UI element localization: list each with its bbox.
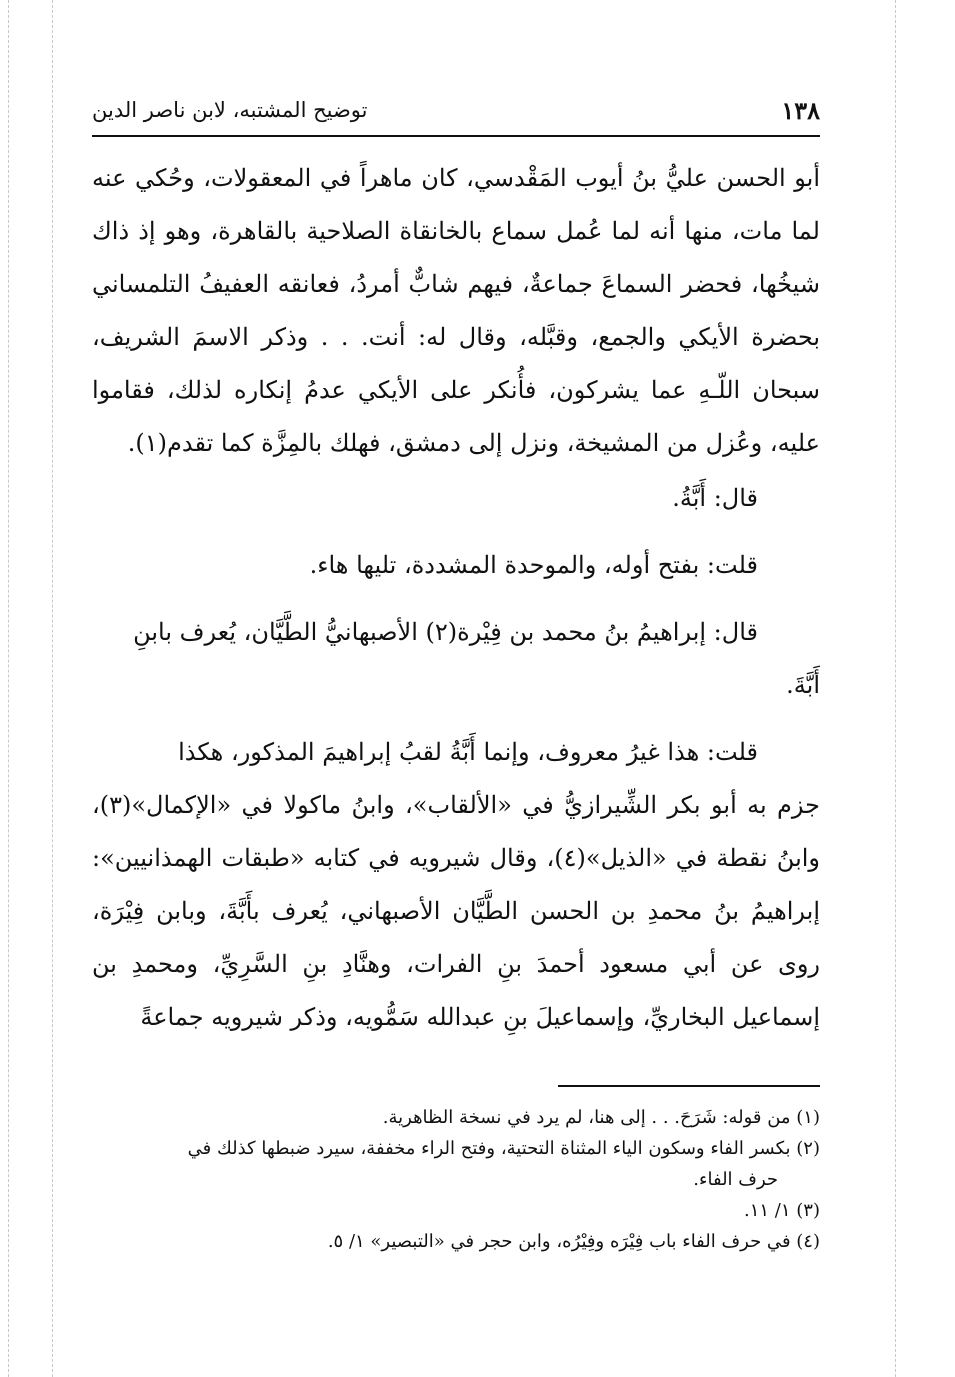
text-line: لما مات، منها أنه لما عُمل سماع بالخانقاة الصلاحية بالقاهرة، bbox=[210, 217, 820, 245]
text-line: إسماعيل البخاريِّ، وإسماعيلَ بنِ عبدالله سَمُّويه، وذكر شيرويه جماعةً bbox=[140, 1003, 820, 1031]
footnote-2-continuation: حرف الفاء. bbox=[693, 1169, 778, 1190]
footnote-4: (٤) في حرف الفاء باب فِيْرَه وفِيْرُه، وابن حجر في «التبصير» ١/ ٥. bbox=[327, 1231, 820, 1252]
text-line: قلت: هذا غيرُ معروف، وإنما أَبَّةُ لقبُ إبراهيمَ المذكور، هكذا bbox=[178, 738, 758, 766]
page-header bbox=[92, 92, 820, 132]
footnote-3: (٣) ١/ ١١. bbox=[744, 1200, 820, 1221]
text-line: العفيفُ التلمساني بحضرة الأيكي والجمع، وقبَّله، وقال له: أنت. . . bbox=[92, 270, 821, 351]
footnote-rule bbox=[558, 1085, 820, 1087]
paragraph-qala-continuation bbox=[92, 659, 820, 712]
paragraph-qultu bbox=[92, 726, 820, 779]
footnote-1: (١) من قوله: شَرَحَ. . . إلى هنا، لم يرد في نسخة الظاهرية. bbox=[382, 1107, 820, 1128]
text-line: فهلك بالمِزَّة كما تقدم(١). bbox=[127, 429, 381, 457]
text-line: روى عن أبي مسعود أحمدَ بنِ الفرات، وهنَّادِ بنِ السَّرِيِّ، ومحمدِ بن bbox=[92, 950, 820, 978]
header-rule bbox=[92, 135, 820, 137]
page-number: ١٣٨ bbox=[781, 96, 820, 125]
scan-edge-line bbox=[895, 0, 896, 1377]
paragraph-qala: قال: أَبَّةُ. bbox=[672, 484, 758, 512]
text-line: إبراهيمُ بنُ محمدِ بن الحسن الطَّيَّان الأصبهاني، يُعرف بأَبَّةَ، وبابن فِيْرَة، bbox=[92, 897, 821, 925]
text-line: قال: إبراهيمُ بنُ محمد بن فِيْرة(٢) الأصبهانيُّ الطَّيَّان، يُعرف بابنِ bbox=[133, 618, 758, 646]
running-title: توضيح المشتبه، لابن ناصر الدين bbox=[92, 98, 368, 122]
footnotes bbox=[92, 1102, 820, 1257]
scan-edge-line bbox=[52, 0, 53, 1377]
footnote-2: (٢) بكسر الفاء وسكون الياء المثناة التحتية، وفتح الراء مخففة، سيرد ضبطها كذلك في bbox=[187, 1138, 820, 1159]
paragraph-qultu-continuation bbox=[92, 779, 820, 1044]
paragraph-qala bbox=[92, 606, 820, 659]
scan-edge-line bbox=[8, 0, 9, 1377]
text-line: أبو الحسن عليُّ بنُ أيوب المَقْدسي، كان ماهراً في المعقولات، وحُكي عنه bbox=[92, 164, 820, 192]
text-line: أَبَّةَ. bbox=[786, 671, 820, 699]
paragraph-entry-continuation bbox=[92, 152, 820, 470]
text-line: وهو إذ ذاك شيخُها، فحضر السماعَ جماعةٌ، فيهم شابٌّ أمردُ، فعانقه bbox=[92, 217, 820, 298]
main-text bbox=[92, 152, 820, 1044]
text-line: وذكر الاسمَ الشريف، سبحان اللّـهِ عما يشركون، فأُنكر على الأيكي bbox=[92, 323, 820, 404]
text-line: جزم به أبو بكر الشِّيرازيُّ في «الألقاب»، وابنُ ماكولا في «الإكمال»(٣)، bbox=[92, 791, 820, 819]
paragraph-qultu: قلت: بفتح أوله، والموحدة المشددة، تليها هاء. bbox=[309, 551, 758, 579]
text-line: عدمُ إنكاره لذلك، فقاموا عليه، وعُزل من المشيخة، ونزل إلى دمشق، bbox=[92, 376, 820, 457]
text-line: وابنُ نقطة في «الذيل»(٤)، وقال شيرويه في كتابه «طبقات الهمذانيين»: bbox=[92, 844, 821, 872]
